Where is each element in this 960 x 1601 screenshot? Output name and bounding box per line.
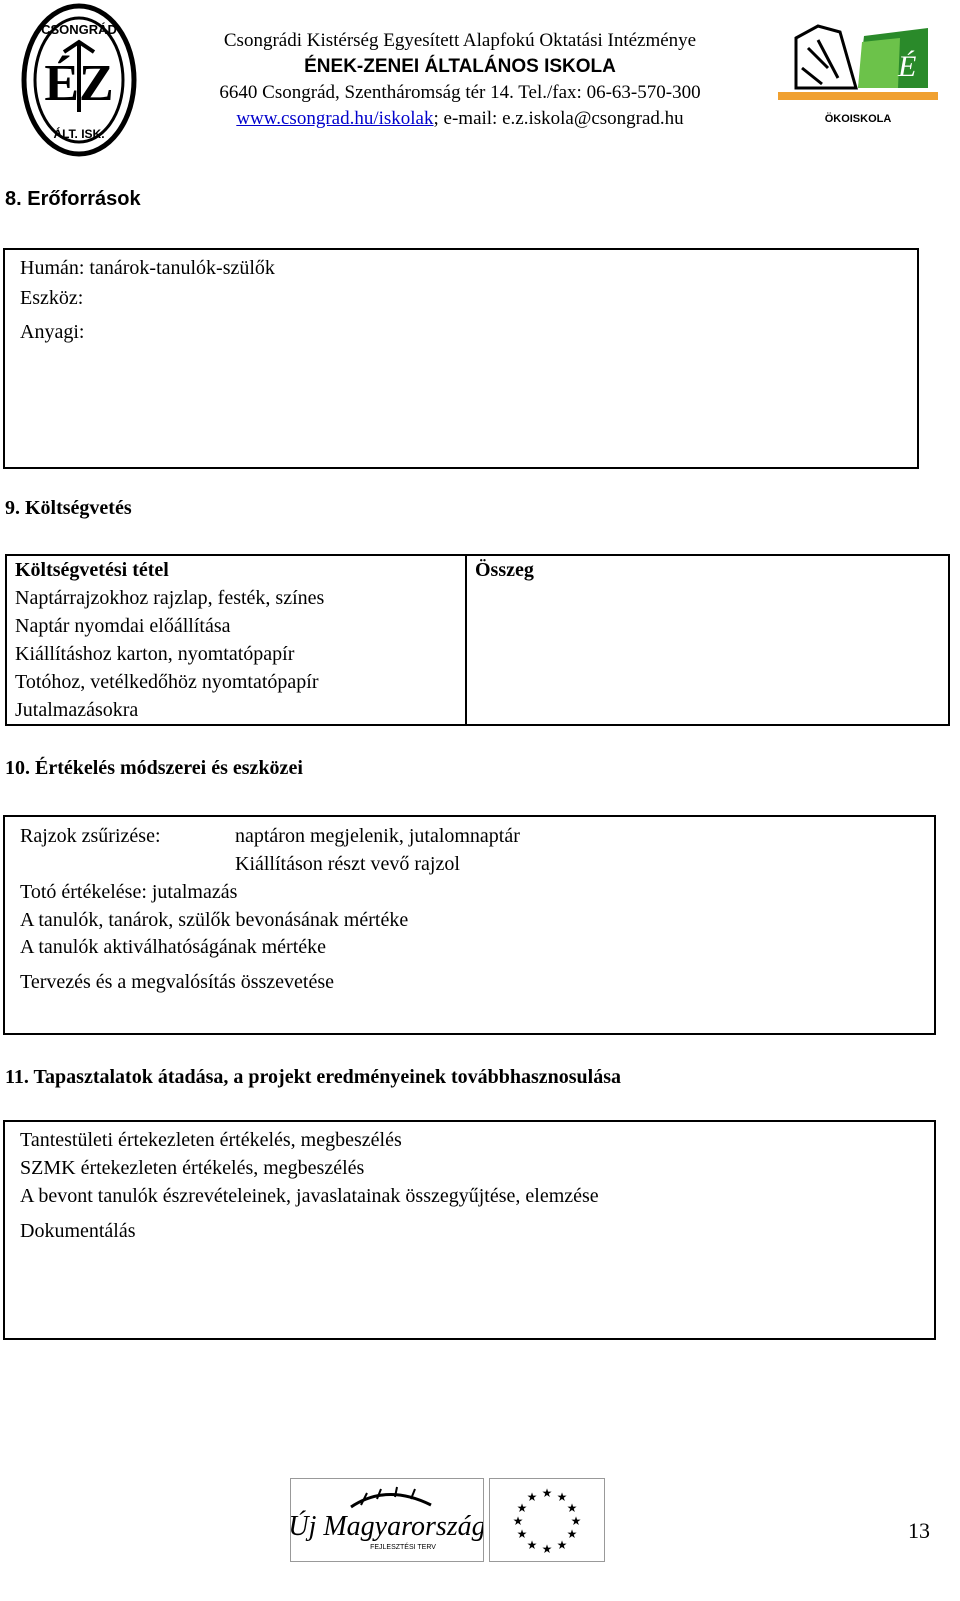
section10-value1: naptáron megjelenik, jutalomnaptár (235, 825, 520, 847)
school-logo (20, 2, 138, 158)
section11-title: 11. Tapasztalatok átadása, a projekt eredményeinek továbbhasznosulása (5, 1066, 622, 1088)
eu-flag-logo (489, 1478, 605, 1562)
svg-text:★: ★ (556, 1538, 568, 1552)
budget-amount (466, 668, 949, 696)
svg-text:★: ★ (541, 1542, 553, 1556)
section11-line: A bevont tanulók észrevételeinek, javaslatainak összegyűjtése, elemzése (20, 1185, 599, 1207)
budget-amount (466, 696, 949, 725)
section10-line: A tanulók, tanárok, szülők bevonásának mértéke (20, 909, 409, 931)
eco-school-logo (778, 18, 938, 128)
section8-line-anyagi: Anyagi: (20, 321, 85, 343)
logo-top-text: CSONGRÁD (41, 22, 117, 37)
budget-item: Naptár nyomdai előállítása (6, 612, 466, 640)
svg-text:★: ★ (526, 1538, 538, 1552)
svg-text:★: ★ (516, 1527, 528, 1541)
section10-line: Tervezés és a megvalósítás összevetése (20, 971, 335, 993)
eco-logo-caption: ÖKOISKOLA (824, 113, 892, 125)
table-row (6, 696, 949, 725)
footer-logo-subtext: FEJLESZTÉSI TERV (370, 1544, 436, 1551)
budget-table (5, 554, 950, 726)
email-text: ; e-mail: e.z.iskola@csongrad.hu (433, 108, 684, 129)
page-number: 13 (908, 1518, 930, 1543)
table-row (6, 640, 949, 668)
budget-item: Naptárrajzokhoz rajzlap, festék, színes (6, 584, 466, 612)
svg-text:★: ★ (512, 1514, 524, 1528)
svg-text:★: ★ (526, 1490, 538, 1504)
section11-box (3, 1120, 936, 1340)
svg-text:★: ★ (570, 1514, 582, 1528)
website-link[interactable]: www.csongrad.hu/iskolak (236, 108, 434, 129)
budget-item: Jutalmazásokra (6, 696, 466, 725)
footer-logo-text: Új Magyarország (291, 1511, 483, 1542)
section8-box (3, 248, 919, 469)
section8-title: 8. Erőforrások (5, 188, 141, 210)
svg-text:É: É (898, 50, 917, 83)
section8-line-human: Humán: tanárok-tanulók-szülők (20, 257, 275, 279)
header-contact (150, 106, 770, 132)
budget-item: Kiállításhoz karton, nyomtatópapír (6, 640, 466, 668)
section10-value2: Kiállításon részt vevő rajzol (235, 853, 460, 875)
logo-mid-text: ÉZ (44, 55, 114, 112)
section11-line: SZMK értekezleten értékelés, megbeszélés (20, 1157, 365, 1179)
table-row (6, 612, 949, 640)
table-row (6, 584, 949, 612)
section11-line: Dokumentálás (20, 1220, 136, 1242)
header-line1: Csongrádi Kistérség Egyesített Alapfokú Oktatási Intézménye (223, 30, 697, 51)
uj-magyarorszag-logo (290, 1478, 484, 1562)
svg-text:★: ★ (566, 1501, 578, 1515)
budget-amount (466, 612, 949, 640)
header-address: 6640 Csongrád, Szentháromság tér 14. Tel./fax: 06-63-570-300 (219, 82, 701, 103)
budget-col2-header: Összeg (466, 555, 949, 584)
section8-line-eszkoz: Eszköz: (20, 287, 84, 309)
budget-amount (466, 640, 949, 668)
svg-text:★: ★ (556, 1490, 568, 1504)
svg-text:★: ★ (566, 1527, 578, 1541)
svg-text:★: ★ (541, 1486, 553, 1500)
budget-amount (466, 584, 949, 612)
header-school-name: ÉNEK-ZENEI ÁLTALÁNOS ISKOLA (304, 56, 616, 77)
section9-title: 9. Költségvetés (5, 497, 132, 519)
budget-header-row (6, 555, 949, 584)
logo-bottom-text: ÁLT. ISK. (53, 127, 105, 141)
section10-line: A tanulók aktiválhatóságának mértéke (20, 936, 327, 958)
school-header (150, 28, 770, 132)
section10-line: Totó értékelése: jutalmazás (20, 881, 238, 903)
table-row (6, 668, 949, 696)
budget-item: Totóhoz, vetélkedőhöz nyomtatópapír (6, 668, 466, 696)
budget-col1-header: Költségvetési tétel (6, 555, 466, 584)
section10-title: 10. Értékelés módszerei és eszközei (5, 757, 303, 779)
section10-label: Rajzok zsűrizése: (20, 825, 161, 847)
section11-line: Tantestületi értekezleten értékelés, megbeszélés (20, 1129, 402, 1151)
svg-text:★: ★ (516, 1501, 528, 1515)
